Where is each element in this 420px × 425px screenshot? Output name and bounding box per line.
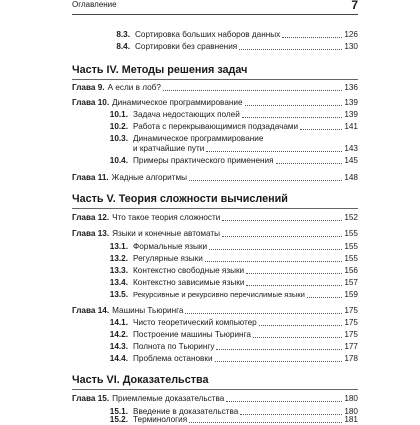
page-ref: 175: [344, 318, 358, 327]
chapter-title: Что такое теория сложности: [112, 213, 221, 222]
leader-dots: [307, 297, 342, 298]
leader-dots: [222, 236, 342, 237]
section-number: 15.1.: [109, 407, 128, 416]
leader-dots: [163, 90, 342, 91]
page-ref: 126: [344, 30, 358, 39]
toc-section-8-4[interactable]: [108, 38, 358, 52]
chapter-title: Языки и конечные автоматы: [112, 229, 221, 238]
page-number: 7: [351, 0, 358, 12]
chapter-title: Машины Тьюринга: [112, 306, 184, 315]
part-heading-6: Часть VI. Доказательства: [72, 374, 209, 386]
section-title: Формальные языки: [133, 242, 208, 251]
section-title: Чисто теоретический компьютер: [133, 318, 257, 327]
running-header-title: Оглавление: [72, 0, 117, 9]
chapter-label: Глава 15.: [72, 394, 110, 403]
toc-section-13-5[interactable]: [104, 286, 358, 300]
chapter-title: Динамическое программирование: [112, 98, 243, 107]
section-number: 10.1.: [109, 110, 128, 119]
page-ref: 156: [344, 266, 358, 275]
section-title: Проблема остановки: [133, 354, 213, 363]
section-title: Введение в доказательства: [133, 407, 239, 416]
toc-chapter-11[interactable]: [72, 169, 358, 183]
section-number: 14.2.: [109, 330, 128, 339]
chapter-label: Глава 9.: [72, 83, 105, 92]
section-number: 14.4.: [109, 354, 128, 363]
chapter-label: Глава 14.: [72, 306, 110, 315]
page-ref: 152: [344, 213, 358, 222]
leader-dots: [239, 49, 342, 50]
section-title: Контекстно зависимые языки: [133, 278, 245, 287]
part-heading-5: Часть V. Теория сложности вычислений: [72, 193, 288, 205]
running-header: [72, 0, 358, 15]
chapter-label: Глава 11.: [72, 173, 109, 182]
page-ref: 177: [344, 342, 358, 351]
chapter-title: Жадные алгоритмы: [111, 173, 187, 182]
section-title: Полнота по Тьюрингу: [133, 342, 215, 351]
toc-chapter-15[interactable]: [72, 390, 358, 404]
section-number: 8.4.: [116, 42, 130, 51]
page-ref: 155: [344, 254, 358, 263]
section-title: Динамическое программирование: [133, 134, 264, 143]
leader-dots: [276, 163, 343, 164]
section-title: Примеры практического применения: [133, 156, 274, 165]
section-title: Терминология: [133, 415, 188, 424]
section-number: 14.3.: [109, 342, 128, 351]
page-ref: 155: [344, 229, 358, 238]
page-ref: 157: [344, 278, 358, 287]
page-ref: 178: [344, 354, 358, 363]
chapter-title: А если в лоб?: [107, 83, 161, 92]
page-ref: 141: [344, 122, 358, 131]
section-number: 10.4.: [109, 156, 128, 165]
leader-dots: [226, 401, 342, 402]
page-ref: 143: [344, 144, 358, 153]
section-number: 13.5.: [109, 290, 128, 299]
page-ref: 139: [344, 110, 358, 119]
page-ref: 175: [344, 306, 358, 315]
section-number: 14.1.: [109, 318, 128, 327]
section-number: 13.4.: [109, 278, 128, 287]
section-title-continued: и кратчайшие пути: [133, 144, 205, 153]
toc-section-15-2[interactable]: [104, 411, 358, 425]
section-title: Работа с перекрывающимися подзадачами: [133, 122, 299, 131]
page-ref: 155: [344, 242, 358, 251]
page-ref: 159: [344, 290, 358, 299]
leader-dots: [215, 361, 343, 362]
toc-chapter-12[interactable]: [72, 209, 358, 223]
chapter-label: Глава 12.: [72, 213, 110, 222]
page-ref: 180: [344, 394, 358, 403]
section-title: Контекстно свободные языки: [133, 266, 245, 275]
section-number: 15.2.: [109, 415, 128, 424]
section-number: 10.3.: [109, 134, 128, 143]
page-ref: 130: [344, 42, 358, 51]
page-ref: 175: [344, 330, 358, 339]
section-number: 8.3.: [116, 30, 130, 39]
leader-dots: [189, 180, 342, 181]
page-ref: 180: [344, 407, 358, 416]
page-ref: 181: [344, 415, 358, 424]
section-title: Рекурсивные и рекурсивно перечислимые языки: [133, 290, 305, 299]
toc-section-10-4[interactable]: [104, 152, 358, 166]
section-title: Сортировка больших наборов данных: [135, 30, 281, 39]
page-ref: 139: [344, 98, 358, 107]
page-ref: 148: [344, 173, 358, 182]
toc-chapter-13[interactable]: [72, 225, 358, 239]
section-title: Регулярные языки: [133, 254, 203, 263]
section-number: 13.3.: [109, 266, 128, 275]
chapter-label: Глава 13.: [72, 229, 110, 238]
part-heading-4: Часть IV. Методы решения задач: [72, 64, 248, 76]
chapter-title: Приемлемые доказательства: [112, 394, 225, 403]
page-ref: 136: [344, 83, 358, 92]
section-number: 13.2.: [109, 254, 128, 263]
section-title: Построение машины Тьюринга: [133, 330, 251, 339]
section-number: 13.1.: [109, 242, 128, 251]
leader-dots: [222, 220, 342, 221]
toc-section-14-4[interactable]: [104, 350, 358, 364]
leader-dots: [189, 422, 342, 423]
section-title: Задача недостающих полей: [133, 110, 240, 119]
toc-chapter-9[interactable]: [72, 79, 358, 93]
page-ref: 145: [344, 156, 358, 165]
section-title: Сортировки без сравнения: [135, 42, 238, 51]
chapter-label: Глава 10.: [72, 98, 110, 107]
section-number: 10.2.: [109, 122, 128, 131]
